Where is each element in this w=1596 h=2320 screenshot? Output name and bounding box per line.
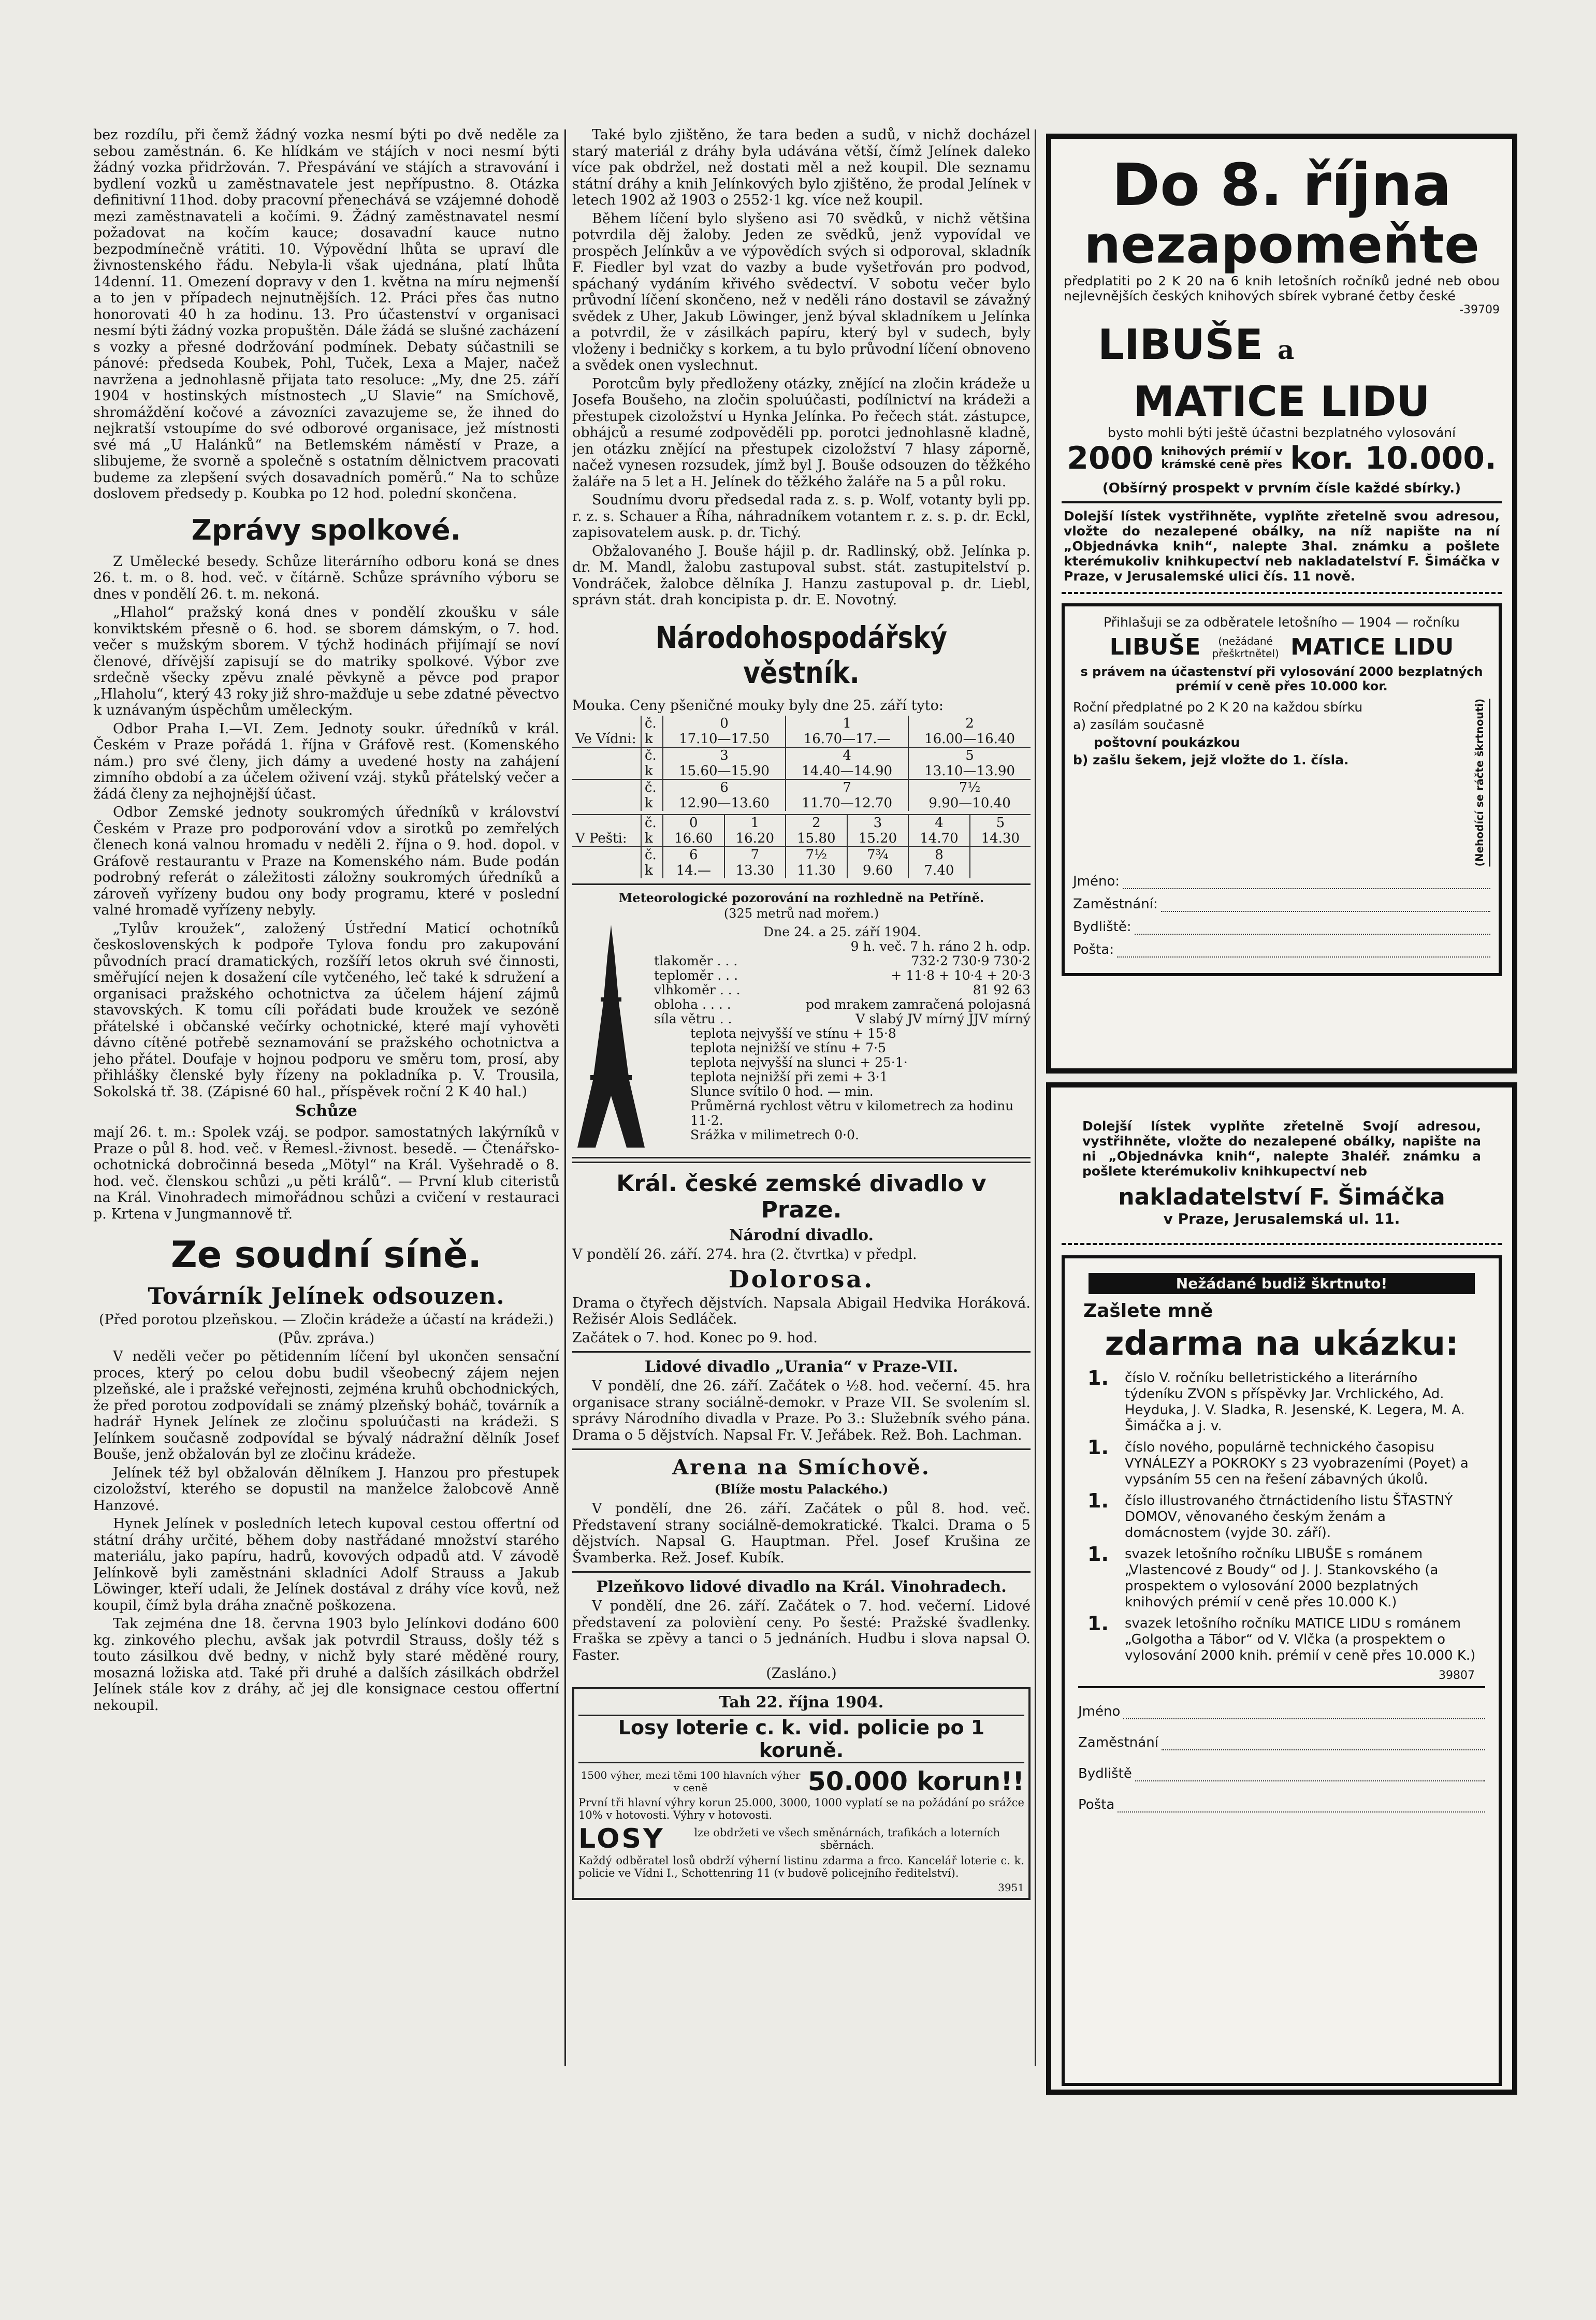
lottery-text: První tři hlavní výhry korun 25.000, 3000, 1000 vyplatí se na požádání po srážce 10% v hotovosti. Výhry v hotovosti. [578,1796,1024,1821]
sample-item-number: 1. [1087,1543,1109,1565]
table-cell-label [572,779,641,795]
table-cell: 12.90—13.60 [663,795,786,811]
ad-text: (Obšírný prospekt v prvním čísle každé sbírky.) [1102,481,1461,496]
table-cell: 7¾ [847,847,909,863]
meteo-key: teploměr . . . [654,968,738,983]
meteo-value: pod mrakem zamračená polojasná [805,997,1031,1012]
table-row [572,763,1031,779]
theatre-urania-title: Lidové divadlo „Urania“ v Praze-VII. [644,1358,959,1376]
table-cell: 7 [724,847,786,863]
meteo-value: V slabý JV mírný JJV mírný [855,1011,1031,1026]
table-cell: 3 [663,747,786,763]
table-cell [970,847,1031,863]
table-cell: 15.20 [847,831,909,847]
form-option-b[interactable]: b) zašlu šekem, jejž vložte do 1. čísla. [1073,752,1349,767]
divider [572,1448,1031,1450]
table-cell: 6 [663,847,724,863]
column-left [93,127,559,2079]
theatre-line: Začátek o 7. hod. Konec po 9. hod. [572,1329,818,1346]
table-cell: 13.10—13.90 [908,763,1031,779]
form-field-name[interactable] [1123,875,1490,889]
table-cell: 6 [663,779,786,795]
sample-item-number: 1. [1087,1612,1109,1635]
table-row [572,863,1031,878]
meteo-key: tlakoměr . . . [654,953,738,968]
meteo-extra-line: teplota nejvyšší ve stínu + 15·8 [690,1026,896,1041]
table-cell: 14.— [663,863,724,878]
ad-text: bysto mohli býti ještě účastni bezplatného vylosování [1107,425,1456,440]
article-paragraph: Hynek Jelínek v posledních letech kupoval cestou offertní od státní dráhy určité, během doby nastřádané množství starého materiálu, jako papíru, hadrů, kovových odpadů atd. V závodě Jelínkově byli zaměstnáni skladníci Adolf Strauss a Jakub Löwinger, kteří udali, že Jelínek dostával z dráhy více kovů, než koupil, čímž byla dráha značně poškozena. [93,1516,559,1614]
table-cell: 0 [663,716,786,731]
lottery-title: Losy loterie c. k. vid. policie po 1 koruně. [578,1715,1024,1763]
theatre-plzenkovo-title: Plzeňkovo lidové divadlo na Král. Vinohradech. [596,1578,1007,1596]
article-subtitle: (Před porotou plzeňskou. — Zločin krádeže a účastí na krádeži.) [98,1312,554,1328]
table-cell-label [572,863,641,878]
news-umelecka-beseda: Z Umělecké besedy. Schůze literárního odboru koná se dnes 26. t. m. o 8. hod. več. v čítárně. Schůze správního výboru se dnes v pondělí 26. t. m. nekoná. [93,553,559,602]
table-cell [970,863,1031,878]
column-middle [572,127,1031,2079]
table-cell: 7½ [908,779,1031,795]
sample-item-number: 1. [1087,1367,1109,1389]
theatre-subtitle: Národní divadlo. [729,1226,874,1244]
form-side-note: (Nehodící se ráčte škrtnouti) [1473,699,1490,866]
ad-instructions: Dolejší lístek vyplňte zřetelně Svojí adresou, vystřihněte, vložte do nezalepené obálky, napište na ni „Objednávka knih“, nalepte 3haléř. známku a pošlete kterémukoliv knihkupectví neb [1082,1119,1481,1179]
meteo-value: + 11·8 + 10·4 + 20·3 [891,968,1031,983]
article-title-jelinek: Továrník Jelínek odsouzen. [148,1283,505,1310]
meteo-value: 732·2 730·9 730·2 [911,953,1031,968]
form-text: Roční předplatné po 2 K 20 na každou sbírku [1073,700,1363,715]
meteo-extra-line: Slunce svítilo 0 hod. — min. [690,1084,874,1099]
ad-notice: Nežádané budiž škrtnuto! [1089,1273,1475,1294]
sample-item-text: svazek letošního ročníku LIBUŠE s románem „Vlastencové z Boudy“ od J. J. Stankovského (a prospektem o vylosování 2000 bezplatných knihových prémií v ceně přes 10.000 K.) [1125,1546,1439,1610]
table-cell: 9.60 [847,863,909,878]
sample-item-number: 1. [1087,1489,1109,1512]
article-paragraph: Tak zejména dne 18. června 1903 bylo Jelínkovi dodáno 600 kg. zinkového plechu, avšak jak potvrdil Strauss, došly též s touto zásilkou dvě bedny, v nichž byly staré měděné roury, mosazná ložiska atd. Také při druhé a dalších zásilkách obdržel Jelínek stále kov z dráhy, ač jej dle konsignace cestou offertní nekoupil. [93,1616,559,1714]
table-cell: 4 [908,815,970,831]
lottery-losy: LOSY [578,1823,665,1854]
table-cell: 8 [908,847,970,863]
article-source: (Pův. zpráva.) [278,1330,375,1346]
ad-text: předplatiti po 2 K 20 na 6 knih letošních ročníků jedné neb obou nejlevnějších českých knihových sbírek vybrané četby české [1064,273,1500,303]
sample-item-text: číslo illustrovaného čtrnáctideního listu ŠŤASTNÝ DOMOV, věnovaného českým ženám a domácnostem (vyjde 30. září). [1125,1493,1453,1541]
advertisement-libuse-matice [1046,134,1517,1074]
form-label: Jméno [1078,1704,1121,1719]
zaslano: (Zasláno.) [766,1665,837,1681]
table-cell: 14.40—14.90 [786,763,908,779]
table-row [572,747,1031,763]
form-libuse: LIBUŠE [1109,634,1201,660]
table-row [572,831,1031,847]
form-field-residence[interactable] [1135,920,1490,935]
sample-item[interactable] [1087,1543,1476,1611]
meteo-key: síla větru . . [654,1011,732,1026]
table-cell: 16.60 [663,831,724,847]
table-cell: 0 [663,815,724,831]
table-cell: 9.90—10.40 [908,795,1031,811]
theatre-arena-text: V pondělí, dne 26. září. Začátek o půl 8. hod. več. Představení strany sociálně-demokratické. Tkalci. Drama o 5 dějstvích. Napsal G. Hauptman. Přel. Josef Krušina ze Švamberka. Rež. Josef. Kubík. [572,1501,1031,1566]
table-cell: 16.00—16.40 [908,731,1031,747]
sample-item[interactable] [1087,1489,1476,1541]
news-odbor-praha: Odbor Praha I.—VI. Zem. Jednoty soukr. úředníků v král. Českém v Praze pořádá 1. října v Gráfově rest. (Komenského nám.) pro své členy, jich dámy a uvedené hosty na zahájení zimního období a za účelem oživení vzáj. styků přátelský večer a žádá členy za nejhojnější účast. [93,720,559,802]
table-cell: 16.70—17.— [786,731,908,747]
divider [572,1571,1031,1573]
table-cell: 1 [724,815,786,831]
table-cell: 17.10—17.50 [663,731,786,747]
table-cell-unit: k [641,795,663,811]
meteo-row [654,997,1031,1012]
lottery-text: 1500 výher, mezi těmi 100 hlavních výher v ceně [581,1768,801,1794]
table-cell-unit: k [641,831,663,847]
table-cell-unit: k [641,863,663,878]
article-paragraph: V neděli večer po pětidenním líčení byl ukončen sensační proces, který po celou dobu budil všeobecný zájem nejen plzeňské, ale i pražské veřejnosti, zejména kruhů obchodnických, že před porotou zodpovídali se známý plzeňský boháč, továrník a hadrář Hynek Jelínek ze zločinu spoluúčasti na krádeži. S Jelínkem současně zodpovídal se bývalý nádražní dělník Josef Bouše, jenž obžalován byl ze zločinu krádeže. [93,1349,559,1462]
table-cell: 7½ [786,847,847,863]
table-cell: 11.70—12.70 [786,795,908,811]
table-cell-label [572,716,641,731]
table-cell: 5 [908,747,1031,763]
sample-order-form [1062,1255,1502,2086]
meteo-row [654,1012,1031,1026]
ad-number: -39709 [1459,303,1500,316]
advertisement-free-sample [1046,1082,1517,2095]
column-rule [1035,129,1036,2066]
sample-item-text: číslo V. ročníku belletristického a literárního týdeníku ZVON s příspěvky Jar. Vrchlického, Ad. Heyduka, J. V. Sladka, R. Jesenské, K. Legera, M. A. Šimáčka a j. v. [1125,1370,1465,1434]
sample-item[interactable] [1087,1367,1476,1434]
form-field-post[interactable] [1118,1798,1485,1813]
table-cell: 1 [786,716,908,731]
meteo-extra-line: Průměrná rychlost větru v kilometrech za hodinu 11·2. [690,1098,1014,1128]
article-paragraph: Během líčení bylo slyšeno asi 70 svědků, v nichž většina potvrdila děj žaloby. Jeden ze svědků, jenž vypovídal ve prospěch Jelínkův a ve výpovědích svých si odporoval, skladník F. Fiedler byl vzat do vazby a bude vyšetřován pro podvod, spáchaný vydáním křivého svědectví. V sobotu večer bylo průvodní líčení skončeno, než v neděli ráno dostavil se závažný svědek z Uher, Jakub Löwinger, jenž býval skladníkem u Jelínka a potvrdil, že v zásilkách papíru, který byl v sudech, byly vloženy i bedničky s korkem, a tu bylo průvodní líčení obnoveno a svědek onen vyslechnut. [572,210,1031,373]
table-cell-unit: č. [641,716,663,731]
meteo-key: vlhkoměr . . . [654,982,741,997]
article-paragraph: Také bylo zjištěno, že tara beden a sudů, v nichž docházel starý materiál z dráhy byla udávána větší, čímž Jelínek daleko více pak obdržel, než dostati měl a než koupil. Dle seznamu státní dráhy a knih Jelínkových bylo zjištěno, že prodal Jelínek v letech 1902 až 1903 o 2552·1 kg. více než koupil. [572,127,1031,208]
form-text: Přihlašuji se za odběratele letošního — 1904 — ročníku [1104,615,1460,630]
ad-instructions: Dolejší lístek vystřihněte, vyplňte zřetelně svou adresou, vložte do nezalepené obálky, na níž napište na ní „Objednávka knih“, nalepte 3hal. známku a pošlete kterémukoliv knihkupectví neb nakladatelství F. Šimáčka v Praze, v Jerusalemské ulici čís. 11 nově. [1064,509,1500,584]
table-row [572,731,1031,747]
form-text: s právem na účastenství při vylosování 2000 bezplatných prémií v ceně přes 10.000 kor. [1080,664,1483,693]
table-cell: 2 [786,815,847,831]
form-option-a2: poštovní poukázkou [1094,735,1240,750]
play-title: Dolorosa. [728,1265,875,1293]
table-cell: 3 [847,815,909,831]
sample-item-number: 1. [1087,1436,1109,1459]
meteo-date: Dne 24. a 25. září 1904. [763,924,921,939]
ad-number: 39807 [1439,1669,1475,1682]
lottery-draw-date: Tah 22. října 1904. [719,1693,884,1712]
table-cell-label: Ve Vídni: [575,731,636,747]
meteo-row [654,983,1031,997]
meteo-extra-line: teplota nejvyšší na slunci + 25·1· [690,1055,908,1070]
article-paragraph: Obžalovaného J. Bouše hájil p. dr. Radlinský, obž. Jelínka p. dr. M. Mandl, žalobu zastupoval subst. stát. zastupitelství p. Vondráček, žalobce dělníka J. Hanzu zastupoval p. dr. Liebl, správn stát. drah koncipista p. dr. E. Novotný. [572,543,1031,608]
table-row [572,815,1031,831]
table-cell-label [572,795,641,811]
meteo-extra-line: teplota nejnižší ve stínu + 7·5 [690,1040,887,1055]
lottery-text: lze obdržeti ve všech směnárnách, trafikách a loterních sběrnách. [694,1826,1000,1851]
ad-headline: nezapomeňte [1084,214,1479,275]
table-row [572,847,1031,863]
flour-price-table-pest [572,814,1031,878]
meteo-extra-line: teplota nejnižší při zemi + 3·1 [690,1069,888,1084]
theatre-arena-title: Arena na Smíchově. [672,1455,931,1480]
form-field-name[interactable] [1123,1705,1485,1719]
table-cell: 16.20 [724,831,786,847]
petrin-tower-icon [572,925,650,1150]
divider [572,883,1031,885]
table-cell-unit: č. [641,815,663,831]
ad-2000: 2000 [1067,440,1154,476]
table-cell-label [572,747,641,763]
ad-and: a [1277,335,1295,365]
table-cell: 11.30 [786,863,847,878]
order-form [1062,603,1502,976]
form-label: Pošta [1078,1797,1115,1813]
meteo-row [654,954,1031,968]
table-cell-unit: č. [641,847,663,863]
table-cell-unit: č. [641,747,663,763]
divider [572,1351,1031,1353]
lottery-text: Každý odběratel losů obdrží výherní listinu zdarma a frco. Kancelář loterie c. k. policie ve Vídni I., Schottenring 11 (v budově policejního ředitelství). [578,1854,1024,1879]
meteo-key: obloha . . . . [654,997,731,1012]
ad-text: knihových prémií v krámské ceně přes [1160,445,1283,471]
table-cell: 15.80 [786,831,847,847]
form-matice: MATICE LIDU [1290,634,1454,660]
ad-address: v Praze, Jerusalemská ul. 11. [1163,1210,1400,1227]
divider [572,1157,1031,1163]
form-label: Zaměstnání: [1073,896,1158,912]
lottery-ad [572,1687,1031,1900]
ad-number: 3951 [998,1881,1024,1894]
meteo-head: 9 h. več. 7 h. ráno 2 h. odp. [850,939,1031,954]
table-cell: 4 [786,747,908,763]
table-cell: 14.70 [908,831,970,847]
table-cell-unit: č. [641,779,663,795]
table-row [572,716,1031,731]
table-cell: 7.40 [908,863,970,878]
lottery-amount: 50.000 korun!! [807,1766,1024,1796]
table-cell: 14.30 [970,831,1031,847]
form-option-a[interactable]: a) zasílám současně [1073,717,1205,732]
subheading-schuze: Schůze [295,1102,357,1120]
meteo-title: Meteorologické pozorování na rozhledně na Petříně. [618,890,984,905]
table-cell: 7 [786,779,908,795]
theatre-line: Drama o čtyřech dějstvích. Napsala Abigail Hedvika Horáková. Režisér Alois Sedláček. [572,1295,1031,1327]
news-zemska-jednota: Odbor Zemské jednoty soukromých úředníků v království Českém v Praze pro podporování vdov a sirotků po zemřelých členech koná valnou hromadu v neděli 2. října o 9. hod. dopol. v Gráfově restaurantu v Praze na Komenského nám. Bude podán podrobný referát o záležitosti záložny soukromých úředníků a zároveň vyřízeny budou ony body programu, které v poslední valné hromadě vyřízeny nebyly. [93,804,559,918]
sample-item-text: číslo nového, populárně technického časopisu VYNÁLEZY a POKROKY s 23 vyobrazeními (Poyet) a vypsáním 55 cen na řešení zábavných úkolů. [1125,1440,1469,1487]
sample-item[interactable] [1087,1612,1476,1664]
meteo-block [572,925,1031,1150]
ad-headline: Do 8. října [1112,152,1452,219]
form-label: Pošta: [1073,942,1114,958]
form-label: Zaměstnání [1078,1735,1158,1750]
sample-item[interactable] [1087,1436,1476,1488]
ad-matice: MATICE LIDU [1133,378,1430,426]
meteo-value: 81 92 63 [973,982,1031,997]
ad-libuse: LIBUŠE [1098,321,1263,369]
news-hlahol: „Hlahol“ pražský koná dnes v pondělí zkoušku v sále konviktském přesně o 6. hod. se sborem dámským, o 7. hod. večer s mužským sborem. V týchž hodinách přijímají se noví členové, dřívější zapisují se do matriky spolkové. Výbor zve srdečně všecky zpěvu znalé pěvkyně a pěvce pod prapor „Hlaholu“, který 43 roky již shro-mažďuje u sebe zdatné pěvectvo k uznávaným úspěchům uměleckým. [93,604,559,718]
meteo-extra-line: Srážka v milimetrech 0·0. [690,1127,859,1142]
table-cell: 5 [970,815,1031,831]
section-title-soudni: Ze soudní síně. [170,1234,482,1276]
article-vozky-end: bez rozdílu, při čemž žádný vozka nesmí býti po dvě neděle za sebou zaměstnán. 6. Ke hlídkám ve stájích v noci nesmí býti žádný vozka přidržován. 7. Přespávání ve stájích a stravování i bydlení vozků u zaměstnavatele jest nepřípustno. 8. Otázka definitivní 11hod. doby pracovní přenechává se vzájemné dohodě mezi zaměstnavateli a kočími. 9. Žádný zaměstnavatel nesmí požadovat na kočím kauce; dosavadní kauce nutno bezpodmínečně vrátiti. 10. Výpovědní lhůta se upraví dle živnostenského řádu. Nebyla-li však ujednána, platí lhůta 14denní. 11. Omezení dopravy v den 1. května na míru nejmenší a to jen v případech nejnutnějších. 12. Práci přes čas nutno honorovati 40 h za hodinu. 13. Pro účastenství v organisaci nesmí býti žádný vozka propuštěn. Dále žádá se slušné zacházení s vozky a přesné dodržování podmínek. Debaty súčastnili se pánové: předseda Koubek, Pohl, Tuček, Lexa a Majer, načež navržena a jednohlasně přijata tato resoluce: „My, dne 25. září 1904 v hostinských místnostech „U Slavie“ na Smíchově, shromáždění kočové a závozníci zavazujeme se, že ihned do nejkratší vstoupíme do své odborové organisace, jež místnosti své má „U Halánků“ na Betlemském náměstí v Praze, a slibujeme, že svorně a společně s ostatním dělnictvem pracovati budeme za zlepšení svých dosavadních poměrů.“ Na to schůze doslovem předsedy p. Koubka po 12 hod. polední skončena. [93,127,559,502]
table-row [572,779,1031,795]
column-rule [564,129,566,2066]
theatre-line: V pondělí 26. září. 274. hra (2. čtvrtka) v předpl. [572,1246,917,1263]
table-cell-unit: k [641,731,663,747]
section-title-spolkove: Zprávy spolkové. [191,513,461,546]
article-paragraph: Jelínek též byl obžalován dělníkem J. Hanzou pro přestupek cizoložství, kterého se dopustil na manželce žalobcově Anně Hanzové. [93,1465,559,1514]
table-cell-label [572,847,641,863]
article-paragraph: Porotcům byly předloženy otázky, znějící na zločin krádeže u Josefa Boušeho, na zločin spoluúčasti, podílnictví na krádeži a přestupek cizoložství u Hynka Jelínka. Po řečech stát. zástupce, obhájců a resumé zodpověděli pp. porotci jednohlasně kladně, jen otázku znějící na přestupek cizoložství 7 hlasy záporně, načež vynesen rozsudek, jímž byl J. Bouše odsouzen do těžkého žaláře na 5 let a H. Jelínek do těžkého žaláře na 5 a půl roku. [572,375,1031,490]
news-tyluv-krouzek: „Tylův kroužek“, založený Ústřední Maticí ochotníků československých k podpoře Tylova fondu pro zakupování původních prací dramatických, rozšíří letos okruh své činnosti, směřující nejen k dosažení cíle vytčeného, leč také k sdružení a organisaci pražského ochotnictva za účelem hájení zájmů stavovských. K tomu cíli pořádati bude kroužek ve sezóně přátelské i občanské večírky ochotnické, které mají vyhověti dávno cítěné potřebě seznamování se pražského ochotnictva a jeho přátel. Doufaje v hojnou podporu ve směru tom, prosí, aby přihlášky členské byly řízeny na pokladníka p. V. Trousila, Sokolská tř. 38. (Zápisné 60 hal., příspěvek roční 2 K 40 hal.) [93,920,559,1100]
article-paragraph: Soudnímu dvoru předsedal rada z. s. p. Wolf, votanty byli pp. r. z. s. Schauer a Říha, náhradníkem votantem r. z. s. p. dr. Eckl, zapisovatelem ausk. p. dr. Tichý. [572,492,1031,541]
form-label: Bydliště [1078,1766,1132,1781]
form-field-residence[interactable] [1135,1767,1485,1781]
mouka-intro: Mouka. Ceny pšeničné mouky byly dne 25. září tyto: [572,697,944,714]
table-row [572,795,1031,811]
meteo-subtitle: (325 metrů nad mořem.) [723,906,879,921]
theatre-arena-sub: (Blíže mostu Palackého.) [714,1482,889,1497]
table-cell-label [572,763,641,779]
form-note: (nežádané přeškrtnětel) [1212,634,1279,660]
form-field-post[interactable] [1117,943,1490,958]
table-cell: 15.60—15.90 [663,763,786,779]
flour-price-table-vienna [572,716,1031,811]
theatre-urania-text: V pondělí, dne 26. září. Začátek o ½8. hod. večerní. 45. hra organisace strany sociálně-demokr. v Praze VII. Se svolením sl. správy Národního divadla v Praze. Po 3.: Služebník svého pána. Drama o 5 dějstvích. Napsal Fr. V. Jeřábek. Rež. Boh. Lachman. [572,1378,1031,1443]
sample-item-text: svazek letošního ročníku MATICE LIDU s románem „Golgotha a Tábor“ od V. Vlčka (a prospektem o vylosování 2000 knih. prémií v ceně přes 10.000 K.) [1125,1616,1476,1663]
ad-zdarma: zdarma na ukázku: [1105,1325,1459,1363]
form-field-occupation[interactable] [1161,897,1490,912]
ad-publisher: nakladatelství F. Šimáčka [1118,1184,1445,1210]
table-cell: 2 [908,716,1031,731]
table-cell-label: V Pešti: [575,831,627,846]
news-schuze: mají 26. t. m.: Spolek vzáj. se podpor. samostatných lakýrníků v Praze o půl 8. hod. več. v Řemesl.-živnost. besedě. — Čtenářsko-ochotnická dobročinná beseda „Mötyl“ na Král. Vyšehradě o 8. hod. več. členskou schůzi „u pěti králů“. — První klub citeristů na Král. Vinohradech mimořádnou schůzi a cvičení v restauraci p. Krtena v Jungmannově tř. [93,1124,559,1222]
meteo-row [654,968,1031,983]
theatre-plzenkovo-text: V pondělí, dne 26. září. Začátek o 7. hod. večerní. Lidové představení za polovièní ceny. Po šesté: Pražské švadlenky. Fraška se zpěvy a tanci o 5 jednáních. Hudbu i slova napsal O. Faster. [572,1598,1031,1663]
form-field-occupation[interactable] [1162,1736,1485,1750]
ad-zaslete: Zašlete mně [1083,1300,1213,1322]
table-cell-unit: k [641,763,663,779]
form-label: Jméno: [1073,874,1120,890]
ad-prize-amount: kor. 10.000. [1290,440,1497,476]
form-label: Bydliště: [1073,919,1131,935]
table-cell: 13.30 [724,863,786,878]
theatre-title: Král. české zemské divadlo v Praze. [616,1170,986,1223]
section-title-narodohospodarsky: Národohospodářský věstník. [655,619,948,690]
table-cell-label [572,815,641,831]
